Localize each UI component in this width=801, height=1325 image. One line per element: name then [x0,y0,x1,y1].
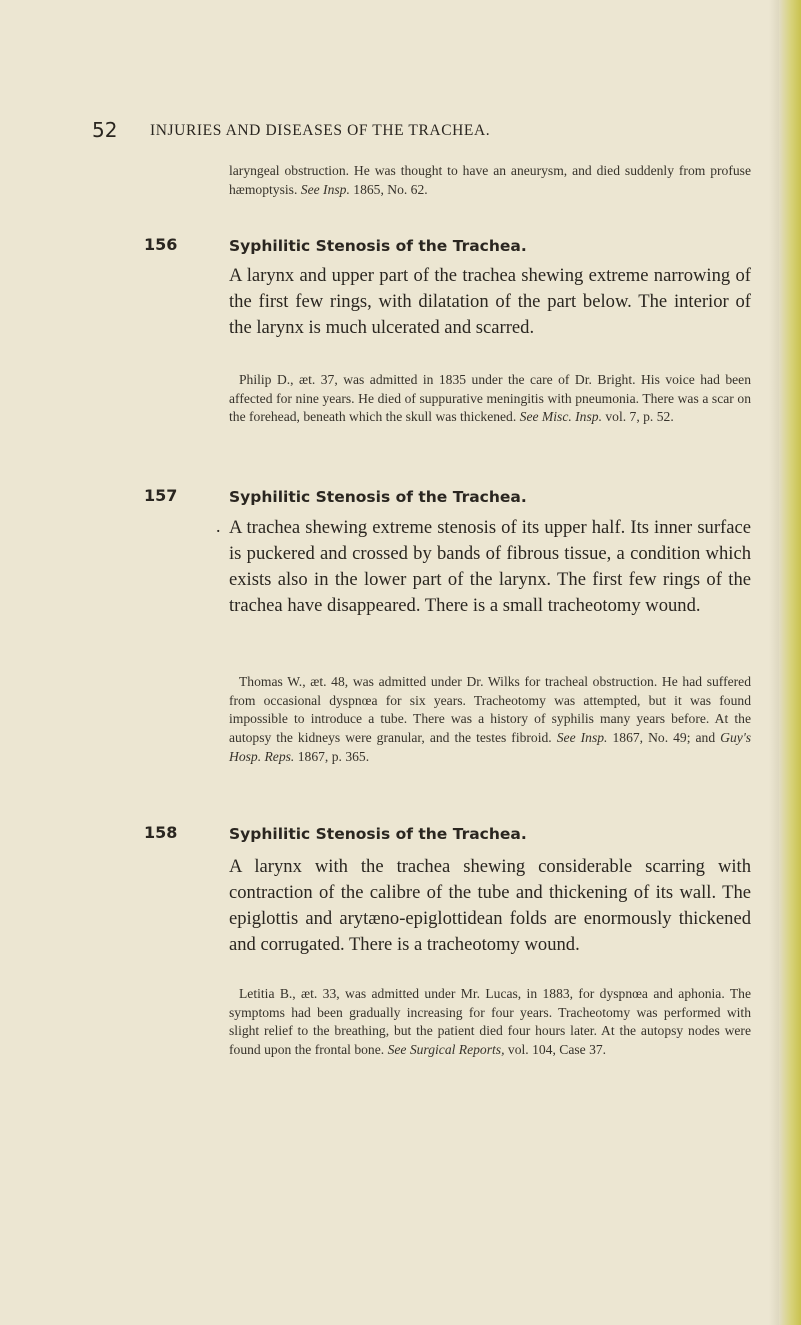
case-reference-tail: vol. 104, Case 37. [507,1042,607,1058]
case-history [229,985,751,1060]
case-reference-mid: 1867, No. 49; and [612,730,716,746]
description-text: A larynx with the trachea shewing considerable scarring with contraction of the calibre of the tube and thickening of its wall. The epiglottis and arytæno-epiglottidean folds are enormously thickened and corrugated. There is a tracheotomy wound. [229,856,751,955]
specimen-title: Syphilitic Stenosis of the Trachea. [229,825,527,843]
continuation-paragraph [229,162,751,199]
specimen-number: 156 [144,235,178,254]
specimen-description [229,263,751,341]
description-text: A trachea shewing extreme stenosis of its upper half. Its inner surface is puckered and crossed by bands of fibrous tissue, a condition which exists also in the lower part of the larynx. The first few rings of the trachea have disappeared. There is a small tracheotomy wound. [229,517,751,616]
description-text: A larynx and upper part of the trachea shewing extreme narrowing of the first few rings, with dilatation of the part below. The interior of the larynx is much ulcerated and scarred. [229,265,751,338]
case-history [229,673,751,767]
case-reference: See Insp. [556,730,608,746]
case-text: Thomas W., æt. 48, was admitted under Dr. Wilks for tracheal obstruction. He had suffered from occasional dyspnœa for six years. Tracheotomy was attempted, but it was found impossible to introduce a tube. There was a history of syphilis many years before. At the autopsy the kidneys were granular, and the testes fibroid. [229,674,751,746]
page-number: 52 [92,118,118,142]
case-text: Philip D., æt. 37, was admitted in 1835 under the care of Dr. Bright. His voice had been affected for nine years. He died of suppurative meningitis with pneumonia. There was a scar on the forehead, beneath which the skull was thickened. [229,372,751,425]
case-reference: See Surgical Reports, [387,1042,505,1058]
case-history [229,371,751,427]
running-head: INJURIES AND DISEASES OF THE TRACHEA. [150,122,491,139]
continuation-reference-tail: 1865, No. 62. [353,181,428,197]
specimen-number: 158 [144,823,178,842]
specimen-number: 157 [144,486,178,505]
case-reference-tail: vol. 7, p. 52. [605,409,674,425]
case-reference-tail: 1867, p. 365. [297,748,370,764]
page-edge [779,0,801,1325]
page-shadow [769,0,779,1325]
continuation-text: laryngeal obstruction. He was thought to have an aneurysm, and died suddenly from profuse hæmoptysis. [229,163,751,197]
continuation-reference: See Insp. [300,181,350,197]
case-reference-journal: Guy's Hosp. Reps. [229,730,752,764]
stray-mark: . [216,516,221,536]
specimen-title: Syphilitic Stenosis of the Trachea. [229,488,527,506]
case-text: Letitia B., æt. 33, was admitted under Mr. Lucas, in 1883, for dyspnœa and aphonia. The symptoms had been gradually increasing for four years. Tracheotomy was performed with slight relief to the breathing, but the patient died four hours later. At the autopsy nodes were found upon the frontal bone. [229,986,751,1058]
specimen-title: Syphilitic Stenosis of the Trachea. [229,237,527,255]
page-header [0,118,801,142]
specimen-description [229,515,751,619]
specimen-description [229,854,751,958]
case-reference: See Misc. Insp. [519,409,602,425]
